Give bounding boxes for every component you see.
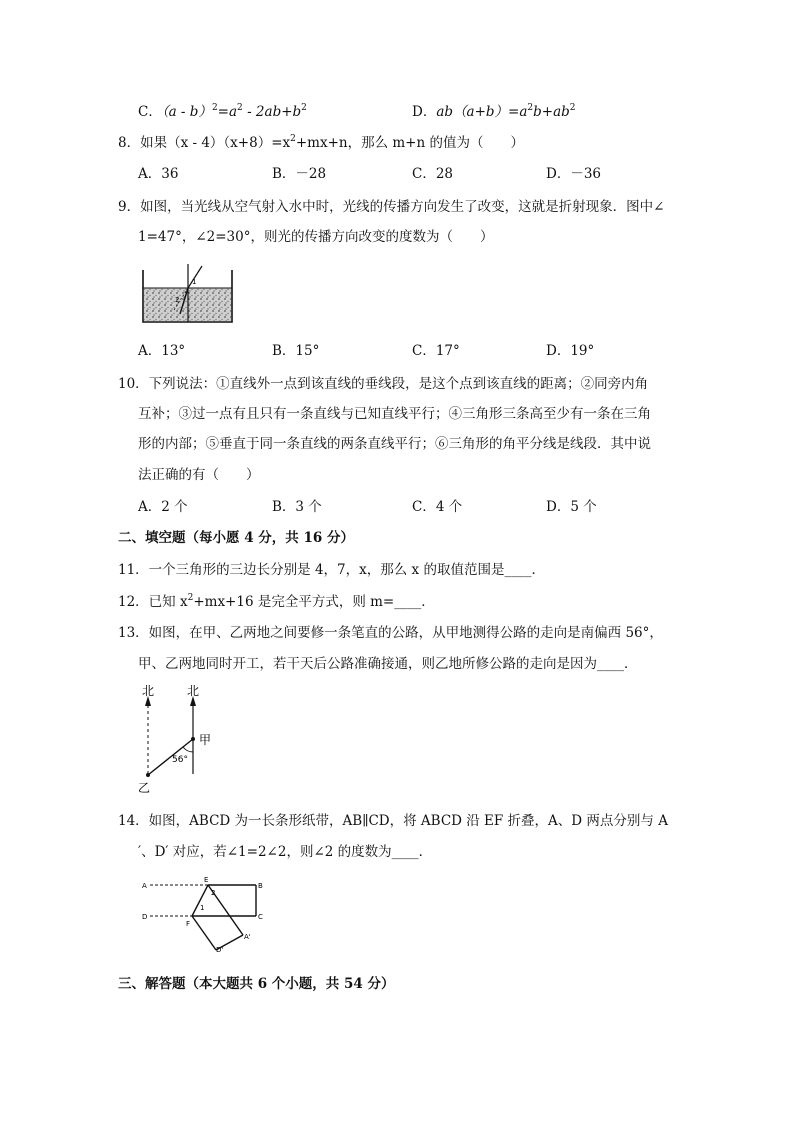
q13-north-label-2: 北 bbox=[187, 684, 200, 698]
q9-stem-line2: 1=47°，∠2=30°，则光的传播方向改变的度数为（ ） bbox=[138, 229, 494, 245]
q12-text: 12．已知 $x^2+mx+16$ 是完全平方式，则 m=____． bbox=[118, 593, 435, 610]
q8-option-a: A．36 bbox=[138, 166, 179, 182]
q14-label-f: F bbox=[186, 920, 191, 928]
q14-angle-2: 2 bbox=[211, 889, 216, 897]
q14-label-a: A bbox=[142, 882, 147, 890]
q14-label-d: D bbox=[142, 913, 148, 921]
q14-label-b: B bbox=[258, 882, 263, 890]
q8-option-b: B．－28 bbox=[272, 166, 327, 182]
q10-option-b: B．3 个 bbox=[272, 499, 322, 515]
q13-angle-label: 56° bbox=[172, 755, 188, 765]
q9-option-d: D．19° bbox=[546, 343, 595, 359]
q9-figure-label-2: 2 bbox=[175, 296, 180, 304]
q14-line1: 14．如图，ABCD 为一长条形纸带，AB∥CD，将 ABCD 沿 EF 折叠，A、D 两点分别与 A bbox=[118, 813, 668, 829]
q7-option-c: C．$(a - b)^2=a^2 - 2ab+b^2$ bbox=[138, 103, 307, 120]
section3-title: 三、解答题（本大题共 6 个小题，共 54 分） bbox=[118, 976, 395, 992]
q14-label-d-prime: D' bbox=[216, 946, 224, 954]
q9-stem-line1: 9．如图，当光线从空气射入水中时，光线的传播方向发生了改变，这就是折射现象．图中∠ bbox=[118, 199, 665, 215]
q10-option-d: D．5 个 bbox=[546, 499, 597, 515]
q13-direction-figure bbox=[136, 684, 226, 796]
q8-option-c: C．28 bbox=[412, 166, 454, 182]
q13-line1: 13．如图，在甲、乙两地之间要修一条笔直的公路，从甲地测得公路的走向是南偏西 56°， bbox=[118, 625, 663, 641]
q9-option-c: C．17° bbox=[412, 343, 460, 359]
section2-title: 二、填空题（每小愿 4 分，共 16 分） bbox=[118, 530, 354, 546]
q13-line2: 甲、乙两地同时开工，若干天后公路准确接通，则乙地所修公路的走向是因为____． bbox=[138, 656, 638, 672]
q7-option-d: D．$ab(a+b)=a^2b+ab^2$ bbox=[412, 103, 576, 120]
q9-option-a: A．13° bbox=[138, 343, 186, 359]
q13-yi-label: 乙 bbox=[138, 781, 151, 795]
q9-figure-label-1: 1 bbox=[192, 278, 197, 286]
q8-option-d: D．－36 bbox=[546, 166, 602, 182]
q8-stem: 8．如果$(x - 4)(x+8)=x^2+mx+n$，那么 m+n 的值为（ ） bbox=[118, 134, 524, 151]
q13-north-label-1: 北 bbox=[142, 684, 155, 698]
q14-label-c: C bbox=[258, 913, 263, 921]
q10-line4: 法正确的有（ ） bbox=[138, 467, 260, 483]
q10-line3: 形的内部；⑤垂直于同一条直线的两条直线平行；⑥三角形的角平分线是线段．其中说 bbox=[138, 436, 651, 452]
q14-label-e: E bbox=[204, 876, 209, 884]
q14-line2: ′、D′ 对应，若∠1=2∠2，则∠2 的度数为____． bbox=[138, 844, 433, 860]
q11-text: 11．一个三角形的三边长分别是 4，7，x，那么 x 的取值范围是____． bbox=[118, 562, 545, 578]
q9-refraction-figure bbox=[140, 262, 236, 326]
q10-option-a: A．2 个 bbox=[138, 499, 188, 515]
q10-option-c: C．4 个 bbox=[412, 499, 463, 515]
q13-jia-label: 甲 bbox=[199, 733, 212, 747]
q10-line1: 10．下列说法：①直线外一点到该直线的垂线段，是这个点到该直线的距离；②同旁内角 bbox=[118, 376, 649, 392]
q10-line2: 互补；③过一点有且只有一条直线与已知直线平行；④三角形三条高至少有一条在三角 bbox=[138, 406, 651, 422]
q14-folding-figure bbox=[140, 872, 272, 952]
q14-label-a-prime: A' bbox=[244, 933, 251, 941]
q14-angle-1: 1 bbox=[200, 904, 205, 912]
q9-option-b: B．15° bbox=[272, 343, 320, 359]
